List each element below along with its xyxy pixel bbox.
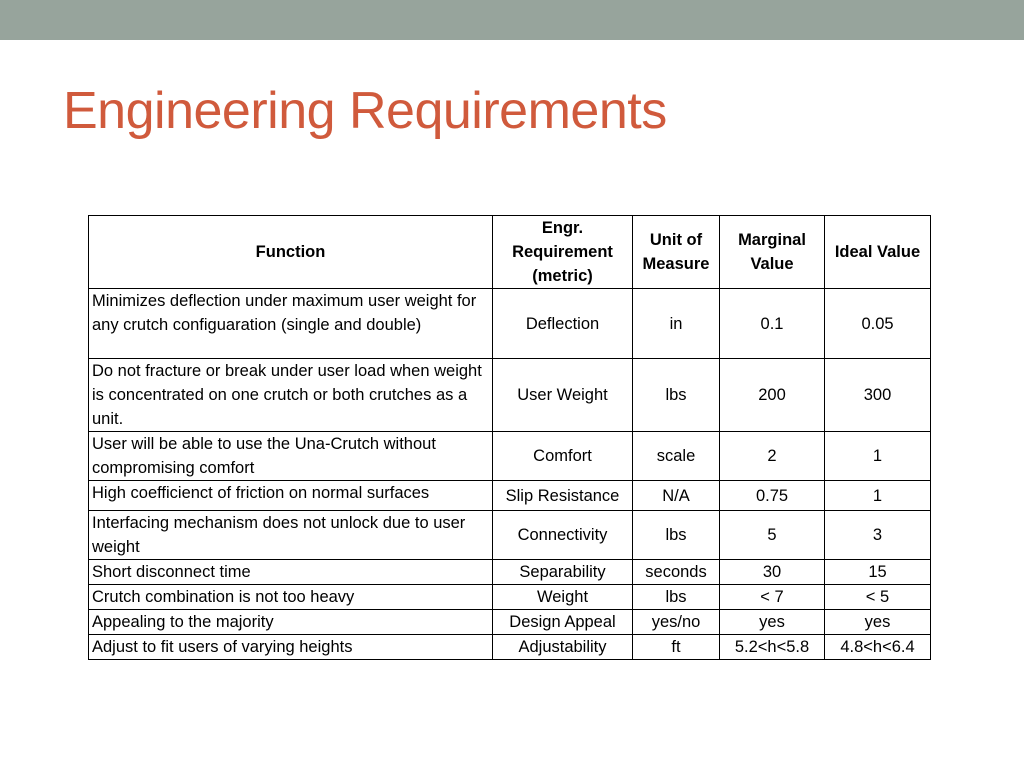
cell-unit: scale bbox=[633, 432, 720, 481]
cell-function: Crutch combination is not too heavy bbox=[89, 585, 493, 610]
cell-function: User will be able to use the Una-Crutch without compromising comfort bbox=[89, 432, 493, 481]
table-row bbox=[89, 289, 931, 359]
table-row bbox=[89, 585, 931, 610]
cell-unit: lbs bbox=[633, 359, 720, 432]
header-unit-of-measure: Unit of Measure bbox=[633, 216, 720, 289]
cell-requirement: Deflection bbox=[493, 289, 633, 359]
cell-function: Interfacing mechanism does not unlock due to user weight bbox=[89, 511, 493, 560]
table-row bbox=[89, 481, 931, 511]
header-engr-requirement: Engr. Requirement (metric) bbox=[493, 216, 633, 289]
cell-function: Adjust to fit users of varying heights bbox=[89, 635, 493, 660]
cell-marginal: 200 bbox=[720, 359, 825, 432]
cell-ideal: 300 bbox=[825, 359, 931, 432]
cell-requirement: Connectivity bbox=[493, 511, 633, 560]
table-row bbox=[89, 432, 931, 481]
cell-ideal: 15 bbox=[825, 560, 931, 585]
cell-marginal: 30 bbox=[720, 560, 825, 585]
cell-requirement: User Weight bbox=[493, 359, 633, 432]
cell-unit: yes/no bbox=[633, 610, 720, 635]
top-accent-band bbox=[0, 0, 1024, 40]
cell-ideal: yes bbox=[825, 610, 931, 635]
cell-ideal: 1 bbox=[825, 481, 931, 511]
cell-marginal: < 7 bbox=[720, 585, 825, 610]
cell-requirement: Adjustability bbox=[493, 635, 633, 660]
cell-unit: seconds bbox=[633, 560, 720, 585]
cell-function: Short disconnect time bbox=[89, 560, 493, 585]
cell-unit: in bbox=[633, 289, 720, 359]
cell-function: Appealing to the majority bbox=[89, 610, 493, 635]
table-row bbox=[89, 560, 931, 585]
cell-marginal: 5 bbox=[720, 511, 825, 560]
cell-unit: lbs bbox=[633, 511, 720, 560]
cell-marginal: yes bbox=[720, 610, 825, 635]
cell-requirement: Design Appeal bbox=[493, 610, 633, 635]
cell-ideal: < 5 bbox=[825, 585, 931, 610]
table-row bbox=[89, 610, 931, 635]
table-row bbox=[89, 635, 931, 660]
cell-function: Do not fracture or break under user load when weight is concentrated on one crutch or both crutches as a unit. bbox=[89, 359, 493, 432]
cell-unit: N/A bbox=[633, 481, 720, 511]
cell-ideal: 0.05 bbox=[825, 289, 931, 359]
header-function: Function bbox=[89, 216, 493, 289]
cell-unit: ft bbox=[633, 635, 720, 660]
cell-unit: lbs bbox=[633, 585, 720, 610]
cell-ideal: 4.8<h<6.4 bbox=[825, 635, 931, 660]
cell-ideal: 3 bbox=[825, 511, 931, 560]
cell-function: High coefficienct of friction on normal surfaces bbox=[89, 481, 493, 511]
table-row bbox=[89, 359, 931, 432]
slide-title: Engineering Requirements bbox=[63, 82, 667, 140]
cell-ideal: 1 bbox=[825, 432, 931, 481]
cell-marginal: 0.1 bbox=[720, 289, 825, 359]
cell-requirement: Comfort bbox=[493, 432, 633, 481]
engineering-requirements-table bbox=[88, 215, 931, 660]
header-marginal-value: Marginal Value bbox=[720, 216, 825, 289]
cell-marginal: 5.2<h<5.8 bbox=[720, 635, 825, 660]
cell-marginal: 2 bbox=[720, 432, 825, 481]
cell-requirement: Separability bbox=[493, 560, 633, 585]
table-row bbox=[89, 511, 931, 560]
header-ideal-value: Ideal Value bbox=[825, 216, 931, 289]
cell-function: Minimizes deflection under maximum user weight for any crutch configuaration (single and double) bbox=[89, 289, 493, 359]
cell-requirement: Slip Resistance bbox=[493, 481, 633, 511]
table-header-row bbox=[89, 216, 931, 289]
cell-requirement: Weight bbox=[493, 585, 633, 610]
cell-marginal: 0.75 bbox=[720, 481, 825, 511]
